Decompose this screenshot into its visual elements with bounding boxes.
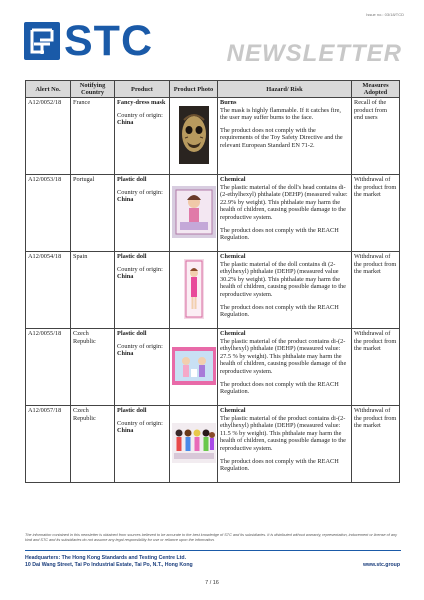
hazard-title: Chemical bbox=[220, 176, 246, 183]
notifying-country: Czech Republic bbox=[71, 406, 115, 483]
hq-line-1: Headquarters: The Hong Kong Standards and Testing Centre Ltd. bbox=[25, 555, 187, 561]
notifying-country: France bbox=[71, 98, 115, 175]
table-row bbox=[26, 252, 400, 329]
photo-cell bbox=[170, 406, 218, 483]
hq-line-2: 10 Dai Wang Street, Tai Po Industrial Estate, Tai Po, N.T., Hong Kong bbox=[25, 562, 193, 568]
product-name: Plastic doll bbox=[117, 176, 147, 183]
photo-cell bbox=[170, 252, 218, 329]
compliance-text: The product does not comply with the REACH Regulation. bbox=[220, 380, 339, 396]
hazard-cell bbox=[218, 252, 352, 329]
hazard-text: The plastic material of the doll's head contains di-(2-ethylhexyl) phthalate (DEHP) (measured value: 22.9% by weight). This phthalate may harm the health of children, causing possible damage to the reproductive system. bbox=[220, 183, 348, 221]
hazard-cell bbox=[218, 406, 352, 483]
doll-tall-box-photo-icon bbox=[184, 259, 204, 319]
hazard-title: Burns bbox=[220, 99, 237, 106]
alert-no: A12/0053/18 bbox=[26, 175, 71, 252]
alert-no: A12/0052/18 bbox=[26, 98, 71, 175]
product-name: Plastic doll bbox=[117, 330, 147, 337]
hazard-title: Chemical bbox=[220, 253, 246, 260]
alerts-table bbox=[25, 80, 400, 483]
product-cell bbox=[115, 406, 170, 483]
compliance-text: The product does not comply with the REACH Regulation. bbox=[220, 226, 339, 242]
col-photo: Product Photo bbox=[170, 81, 218, 98]
stc-logo-mark bbox=[24, 22, 60, 60]
origin-country: China bbox=[117, 119, 134, 127]
origin-label: Country of origin: bbox=[117, 111, 163, 119]
col-measures: Measures Adopted bbox=[352, 81, 400, 98]
measures-adopted: Recall of the product from end users bbox=[352, 98, 400, 175]
origin-label: Country of origin: bbox=[117, 342, 163, 350]
col-product: Product bbox=[115, 81, 170, 98]
newsletter-title: NEWSLETTER bbox=[226, 40, 402, 67]
dolls-group-photo-icon bbox=[172, 423, 216, 463]
mask-photo-icon bbox=[179, 106, 209, 164]
hazard-cell bbox=[218, 329, 352, 406]
origin-label: Country of origin: bbox=[117, 419, 163, 427]
table-row bbox=[26, 175, 400, 252]
measures-adopted: Withdrawal of the product from the market bbox=[352, 252, 400, 329]
photo-cell bbox=[170, 98, 218, 175]
table-header-row bbox=[26, 81, 400, 98]
page-number: 7 / 16 bbox=[205, 580, 219, 586]
notifying-country: Spain bbox=[71, 252, 115, 329]
col-hazard: Hazard/ Risk bbox=[218, 81, 352, 98]
notifying-country: Czech Republic bbox=[71, 329, 115, 406]
col-alert-no: Alert No. bbox=[26, 81, 71, 98]
col-country: Notifying Country bbox=[71, 81, 115, 98]
product-cell bbox=[115, 98, 170, 175]
stc-logo-text: STC bbox=[64, 17, 153, 65]
notifying-country: Portugal bbox=[71, 175, 115, 252]
origin-label: Country of origin: bbox=[117, 265, 163, 273]
product-cell bbox=[115, 329, 170, 406]
photo-cell bbox=[170, 329, 218, 406]
origin-label: Country of origin: bbox=[117, 188, 163, 196]
origin-country: China bbox=[117, 273, 134, 281]
origin-country: China bbox=[117, 350, 134, 358]
disclaimer: The information contained in this newsletter is obtained from sources believed to be accurate to the best knowledge of STC and its subsidiaries. It is distributed without warranty, representation, inducement or license of any kind and STC and its subsidiaries do not assume any legal responsibility for use or reliance upon the information. bbox=[25, 533, 398, 542]
measures-adopted: Withdrawal of the product from the market bbox=[352, 175, 400, 252]
table-row bbox=[26, 406, 400, 483]
origin-country: China bbox=[117, 196, 134, 204]
hazard-cell bbox=[218, 175, 352, 252]
alert-no: A12/0057/18 bbox=[26, 406, 71, 483]
product-name: Plastic doll bbox=[117, 407, 147, 414]
compliance-text: The product does not comply with the REACH Regulation. bbox=[220, 303, 339, 319]
product-cell bbox=[115, 175, 170, 252]
alert-no: A12/0055/18 bbox=[26, 329, 71, 406]
origin-country: China bbox=[117, 427, 134, 435]
hazard-cell bbox=[218, 98, 352, 175]
product-cell bbox=[115, 252, 170, 329]
compliance-text: The product does not comply with the REACH Regulation. bbox=[220, 457, 339, 473]
product-name: Plastic doll bbox=[117, 253, 147, 260]
table-row bbox=[26, 329, 400, 406]
doll-box-photo-icon bbox=[172, 186, 216, 238]
hazard-text: The mask is highly flammable. If it catches fire, the user may suffer burns to the face. bbox=[220, 106, 341, 122]
measures-adopted: Withdrawal of the product from the market bbox=[352, 329, 400, 406]
hazard-text: The plastic material of the product contains di-(2-ethylhexyl) phthalate (DEHP) (measured value: 11.5 % by weight). This phthalate may harm the health of children, causing possible damage to the reproductive system. bbox=[220, 414, 346, 452]
hazard-text: The plastic material of the product contains di-(2-ethylhexyl) phthalate (DEHP) (measured value: 27.5 % by weight). This phthalate may harm the health of children, causing possible damage of the reproductive system. bbox=[220, 337, 347, 375]
hazard-title: Chemical bbox=[220, 330, 246, 337]
headquarters-address bbox=[25, 555, 193, 569]
photo-cell bbox=[170, 175, 218, 252]
alert-no: A12/0054/18 bbox=[26, 252, 71, 329]
compliance-text: The product does not comply with the requirements of the Toy Safety Directive and the relevant European Standard EN 71-2. bbox=[220, 126, 343, 149]
hazard-title: Chemical bbox=[220, 407, 246, 414]
website-link[interactable]: www.stc.group bbox=[363, 562, 400, 568]
stc-logo bbox=[24, 17, 184, 66]
product-name: Fancy-dress mask bbox=[117, 99, 166, 106]
table-row bbox=[26, 98, 400, 175]
footer-divider bbox=[25, 550, 401, 551]
issue-number: Issue no.: 03/18/TCD bbox=[366, 12, 404, 17]
measures-adopted: Withdrawal of the product from the market bbox=[352, 406, 400, 483]
hazard-text: The plastic material of the doll contains di (2-ethylhexyl) phthalate (DEHP) (measured value 30.2% by weight). This phthalate may harm the health of children, causing possible damage to the reproductive system. bbox=[220, 260, 346, 298]
doll-wide-box-photo-icon bbox=[172, 347, 216, 385]
